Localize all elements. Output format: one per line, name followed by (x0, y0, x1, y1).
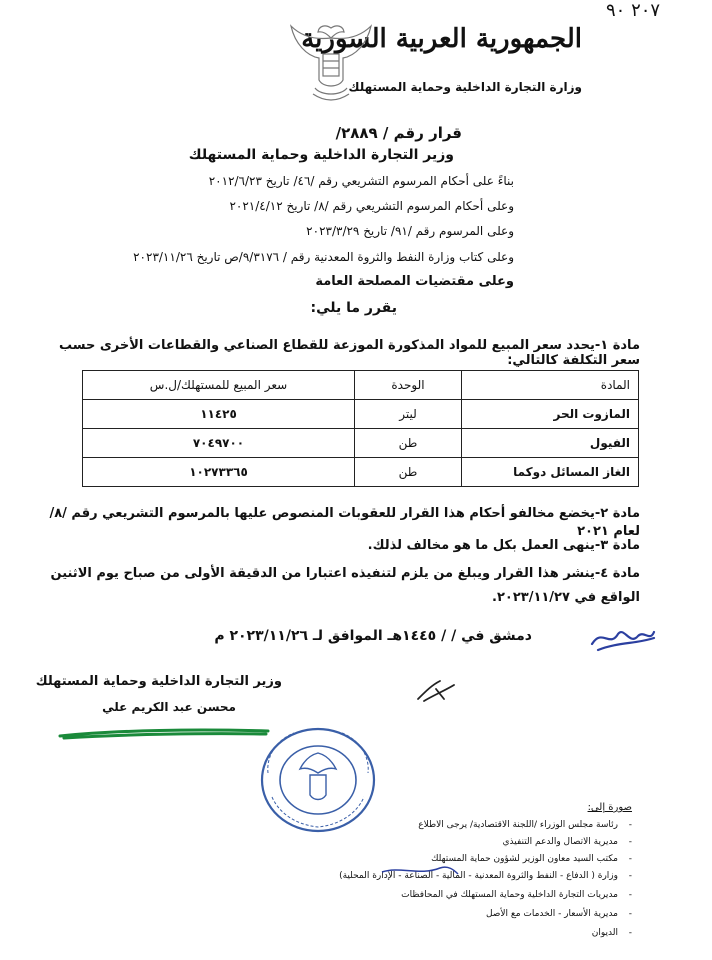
distribution-item-text: الديوان (591, 928, 618, 938)
unit-cell: ليتر (355, 400, 462, 429)
pen-mark-icon (380, 862, 460, 882)
initial-signature-icon (414, 675, 458, 705)
article-1: مادة ١-يحدد سعر المبيع للمواد المذكورة الموزعة للقطاع الصناعي والقطاعات الأخرى حسب سعر التكلفة كالتالي: (58, 338, 640, 368)
unit-cell: طن (355, 429, 462, 458)
unit-cell: طن (355, 458, 462, 487)
table-row (83, 429, 639, 458)
preamble-line: وعلى المرسوم رقم /٩١/ تاريخ ٢٠٢٣/٣/٢٩ (306, 224, 514, 238)
column-header-material: المادة (462, 371, 639, 400)
material-cell: الفيول (462, 429, 639, 458)
article-2: مادة ٢-يخضع مخالفو أحكام هذا القرار للعقوبات المنصوص عليها بالمرسوم التشريعي رقم /٨/ لعام ٢٠٢١ (49, 506, 640, 539)
distribution-item: -وزارة ( الدفاع - النفط والثروة المعدنية - المالية - الصناعة - الإدارة المحلية) (339, 871, 632, 881)
price-cell: ١٠٢٧٣٣٦٥ (83, 458, 355, 487)
table-row (83, 458, 639, 487)
distribution-item-text: مديرية الأسعار - الخدمات مع الأصل (485, 909, 618, 919)
green-signature-underline-icon (58, 726, 270, 740)
price-cell: ١١٤٢٥ (83, 400, 355, 429)
issue-date-line: دمشق في / / ١٤٤٥هـ الموافق لـ ٢٠٢٣/١١/٢٦ م (214, 628, 532, 644)
distribution-item-text: مديريات التجارة الداخلية وحماية المستهلك في المحافظات (401, 890, 618, 900)
table-row (83, 400, 639, 429)
article-3: مادة ٣-ينهى العمل بكل ما هو مخالف لذلك. (367, 538, 640, 553)
signer-title: وزير التجارة الداخلية وحماية المستهلك (35, 674, 282, 689)
material-cell: الغاز المسائل دوكما (462, 458, 639, 487)
distribution-item: -مديرية الاتصال والدعم التنفيذي (502, 837, 632, 847)
preamble-line: وعلى كتاب وزارة النفط والثروة المعدنية رقم / ٩/٣١٧٦/ص تاريخ ٢٠٢٣/١١/٢٦ (133, 250, 514, 264)
distribution-label: صورة إلى: (587, 802, 632, 813)
ministry-header: وزارة التجارة الداخلية وحماية المستهلك (348, 80, 582, 94)
eagle-emblem-icon (285, 18, 377, 106)
decision-issuer: وزير التجارة الداخلية وحماية المستهلك (188, 147, 454, 163)
distribution-item: -مكتب السيد معاون الوزير لشؤون حماية المستهلك (431, 854, 632, 864)
distribution-item: -مديريات التجارة الداخلية وحماية المستهلك في المحافظات (401, 890, 632, 900)
signer-name: محسن عبد الكريم علي (102, 700, 236, 714)
resolves-heading: يقرر ما يلي: (310, 300, 397, 316)
column-header-price: سعر المبيع للمستهلك/ل.س (83, 371, 355, 400)
table-header-row (83, 371, 639, 400)
handwritten-signature-icon (588, 622, 658, 654)
country-header: الجمهورية العربية السورية (301, 24, 582, 54)
distribution-item: -رئاسة مجلس الوزراء /اللجنة الاقتصادية/ يرجى الاطلاع (418, 820, 632, 830)
price-cell: ٧٠٤٩٧٠٠ (83, 429, 355, 458)
preamble-line: وعلى مقتضيات المصلحة العامة (315, 274, 514, 289)
preamble-line: بناءً على أحكام المرسوم التشريعي رقم /٤٦/ تاريخ ٢٠١٢/٦/٢٣ (208, 174, 514, 188)
preamble-line: وعلى أحكام المرسوم التشريعي رقم /٨/ تاريخ ٢٠٢١/٤/١٢ (229, 199, 514, 213)
page-marker: ٢٠٧ ٩٠ (606, 0, 661, 21)
ministry-seal-icon (258, 725, 378, 835)
distribution-item-text: وزارة ( الدفاع - النفط والثروة المعدنية - المالية - الصناعة - الإدارة المحلية) (339, 871, 618, 881)
price-table (82, 370, 639, 487)
distribution-item-text: مكتب السيد معاون الوزير لشؤون حماية المستهلك (431, 854, 618, 864)
distribution-item-text: رئاسة مجلس الوزراء /اللجنة الاقتصادية/ يرجى الاطلاع (418, 820, 618, 830)
material-cell: المازوت الحر (462, 400, 639, 429)
column-header-unit: الوحدة (355, 371, 462, 400)
distribution-item: -الديوان (591, 928, 632, 938)
distribution-item-text: مديرية الاتصال والدعم التنفيذي (502, 837, 618, 847)
decision-number: قرار رقم / ٢٨٨٩/ (335, 124, 462, 142)
distribution-item: -مديرية الأسعار - الخدمات مع الأصل (485, 909, 632, 919)
article-4: مادة ٤-ينشر هذا القرار ويبلغ من يلزم لتنفيذه اعتبارا من الدقيقة الأولى من صباح يوم الاثنين الواقع في ٢٠٢٣/١١/٢٧. (50, 566, 640, 605)
